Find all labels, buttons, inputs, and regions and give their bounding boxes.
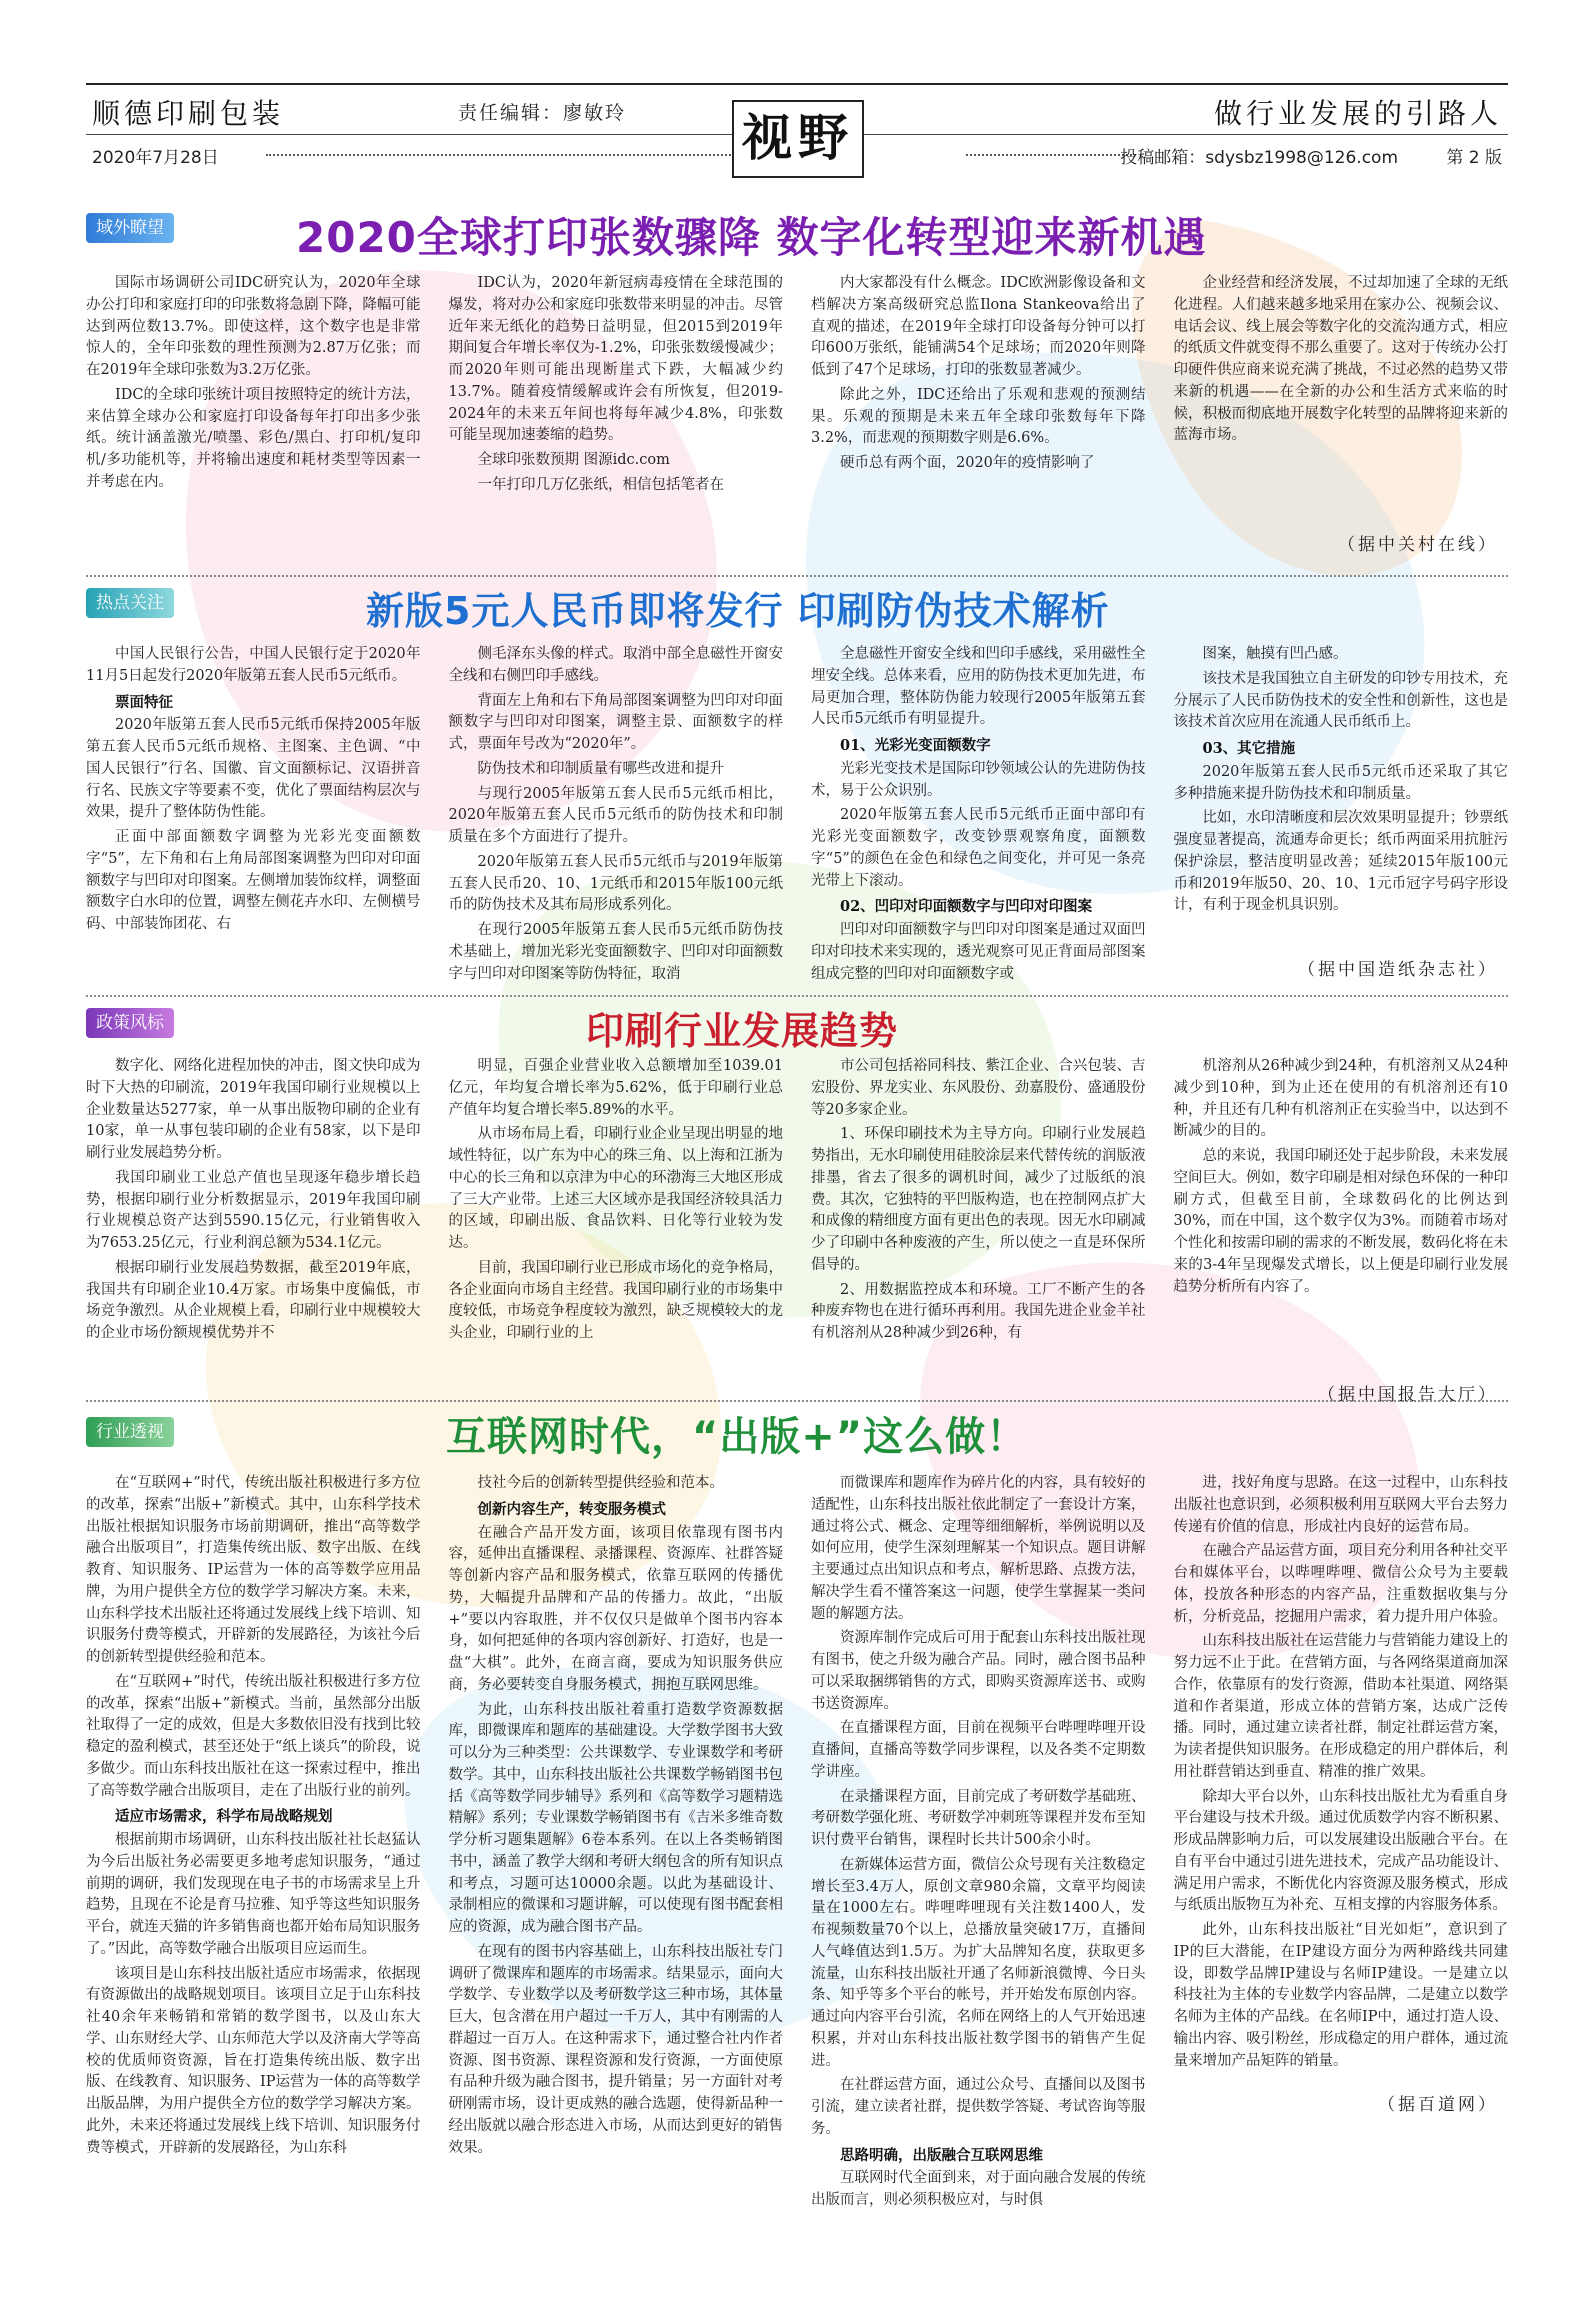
article-paragraph: IDC的全球印张统计项目按照特定的统计方法，来估算全球办公和家庭打印设备每年打印出多少张纸。统计涵盖激光/喷墨、彩色/黑白、打印机/复印机/多功能机等，并将输出速度和耗材类型等因素一并考虑在内。	[86, 386, 421, 490]
article-subheading: 适应市场需求，科学布局战略规划	[115, 1808, 333, 1826]
article-paragraph: 比如，水印清晰度和层次效果明显提升；钞票纸强度显著提高，流通寿命更长；纸币两面采用抗脏污保护涂层，整洁度明显改善；延续2015年版100元币和2019年版50、20、10、1元币冠字号码字形设计，有利于现金机具识别。	[1173, 810, 1508, 914]
article-paragraph: 在现有的图书内容基础上，山东科技出版社专门调研了微课库和题库的市场需求。结果显示，面向大学数学、专业数学以及考研数学这三种市场，其体量巨大，包含潜在用户超过一千万人，其中有刚需的人群超过一百万人。在这种需求下，通过整合社内作者资源、图书资源、课程资源和发行资源，一方面使原有品种升级为融合图书，提升销量；另一方面针对考研刚需市场，设计更成熟的融合选题，使得新品种一经出版就以融合形态进入市场，从而达到更好的销售效果。	[448, 1943, 783, 2156]
article-paragraph: 内大家都没有什么概念。IDC欧洲影像设备和文档解决方案高级研究总监Ilona Stankeova给出了直观的描述，在2019年全球打印设备每分钟可以打印600万张纸，能铺满54个足球场；而2020年则降低到了47个足球场，打印的张数显著减少。	[811, 275, 1146, 378]
article-paragraph: 资源库制作完成后可用于配套山东科技出版社现有图书，使之升级为融合产品。同时，融合图书品种可以采取捆绑销售的方式，即购买资源库送书、或购书送资源库。	[811, 1630, 1146, 1712]
article-columns	[86, 644, 1508, 988]
article-paragraph: 中国人民银行公告，中国人民银行定于2020年11月5日起发行2020年版第五套人民币5元纸币。	[86, 646, 421, 684]
article-paragraph: 一年打印几万亿张纸，相信包括笔者在	[477, 476, 724, 493]
article-column	[449, 273, 784, 500]
section-tag: 行业透视	[86, 1417, 174, 1447]
article-paragraph: 而微课库和题库作为碎片化的内容，具有较好的适配性，山东科技出版社依此制定了一套设计方案，通过将公式、概念、定理等细细解析，举例说明以及如何应用，使学生深刻理解某一个知识点。题目讲解主要通过点出知识点和考点，解析思路、点拨方法，解决学生看不懂答案这一问题，使学生掌握某一类问题的解题方法。	[811, 1475, 1146, 1622]
article-paragraph: 从市场布局上看，印刷行业企业呈现出明显的地域性特征，以广东为中心的珠三角、以上海和江浙为中心的长三角和以京津为中心的环渤海三大地区形成了三大产业带。上述三大区域亦是我国经济较具活力的区域，印刷出版、食品饮料、日化等行业较为发达。	[448, 1126, 783, 1251]
article-paragraph: 全球印张数预期 图源idc.com	[477, 452, 670, 468]
article-paragraph: 在“互联网+”时代，传统出版社积极进行多方位的改革，探索“出版+”新模式。其中，山东科学技术出版社根据知识服务市场前期调研，推出“高等数学融合出版项目”，打造集传统出版、数字出版、在线教育、知识服务、IP运营为一体的高等数学应用品牌，为用户提供全方位的数学学习解决方案。未来，山东科学技术出版社还将通过发展线上线下培训、知识服务付费等模式，开辟新的发展路径，为该社今后的创新转型提供经验和范本。	[86, 1475, 421, 1665]
article-paragraph: 明显，百强企业营业收入总额增加至1039.01亿元，年均复合增长率为5.62%，低于印刷行业总产值年均复合增长率5.89%的水平。	[448, 1058, 783, 1118]
article-column	[449, 644, 784, 988]
article-paragraph: 2020年版第五套人民币5元纸币正面中部印有光彩光变面额数字，改变钞票观察角度，面额数字“5”的颜色在金色和绿色之间变化，并可见一条亮光带上下滚动。	[811, 807, 1146, 889]
article-paragraph: 根据印刷行业发展趋势数据，截至2019年底，我国共有印刷企业10.4万家。市场集中度偏低，市场竞争激烈。从企业规模上看，印刷行业中规模较大的企业市场份额规模优势并不	[86, 1259, 421, 1341]
section-global-printing	[86, 205, 1508, 565]
article-column	[449, 1473, 784, 2215]
article-subheading: 03、其它措施	[1202, 740, 1296, 757]
article-paragraph: 光彩光变技术是国际印钞领域公认的先进防伪技术，易于公众识别。	[811, 760, 1146, 799]
section-separator	[86, 575, 1508, 577]
section-title: 互联网时代，“出版+”这么做！	[446, 1414, 1028, 1460]
article-subheading: 01、光彩光变面额数字	[840, 737, 991, 754]
header-top-rule	[86, 83, 1508, 85]
article-subheading: 思路明确，出版融合互联网思维	[840, 2146, 1043, 2164]
section-title: 2020全球打印张数骤降 数字化转型迎来新机遇	[296, 213, 1207, 262]
article-paragraph: 凹印对印面额数字与凹印对印图案是通过双面凹印对印技术来实现的，透光观察可见正背面局部图案组成完整的凹印对印面额数字或	[811, 922, 1146, 982]
article-paragraph: 此外，山东科技出版社“目光如炬”，意识到了IP的巨大潜能，在IP建设方面分为两种路线共同建设，即数学品牌IP建设与名师IP建设。一是建立以科技社为主体的专业数学内容品牌，二是建立以数学名师为主体的产品线。在名师IP中，通过打造人设、输出内容、吸引粉丝，形成稳定的用户群体，通过流量来增加产品矩阵的销量。	[1173, 1922, 1508, 2069]
article-paragraph: 数字化、网络化进程加快的冲击，图文快印成为时下大热的印刷流，2019年我国印刷行业规模以上企业数量达5277家，单一从事出版物印刷的企业有10家，单一从事包装印刷的企业有58家，以下是印刷行业发展趋势分析。	[86, 1058, 421, 1161]
article-paragraph: 与现行2005年版第五套人民币5元纸币相比，2020年版第五套人民币5元纸币的防伪技术和印制质量在多个方面进行了提升。	[448, 785, 783, 845]
issue-date: 2020年7月28日	[92, 148, 219, 168]
article-paragraph: 该项目是山东科技出版社适应市场需求，依据现有资源做出的战略规划项目。该项目立足于山东科技社40余年来畅销和常销的数学图书，以及山东大学、山东财经大学、山东师范大学以及济南大学等高校的优质师资资源，旨在打造集传统出版、数字出版、在线教育、知识服务、IP运营为一体的高等数学出版品牌，为用户提供全方位的数学学习解决方案。此外，未来还将通过发展线上线下培训、知识服务付费等模式，开辟新的发展路径，为山东科	[86, 1965, 421, 2156]
article-paragraph: 2020年版第五套人民币5元纸币还采取了其它多种措施来提升防伪技术和印制质量。	[1173, 763, 1508, 802]
article-paragraph: 企业经营和经济发展，不过却加速了全球的无纸化进程。人们越来越多地采用在家办公、视频会议、电话会议、线上展会等数字化的交流沟通方式，相应的纸质文件就变得不那么重要了。这对于传统办公打印硬件供应商来说充满了挑战，不过必然的趋势又带来新的机遇——在全新的办公和生活方式来临的时候，积极而彻底地开展数字化转型的品牌将迎来新的蓝海市场。	[1173, 275, 1508, 444]
article-subheading: 票面特征	[115, 693, 173, 711]
article-column	[86, 1473, 421, 2215]
article-paragraph: 侧毛泽东头像的样式。取消中部全息磁性开窗安全线和右侧凹印手感线。	[448, 646, 783, 684]
article-column	[1174, 1473, 1509, 2215]
section-separator	[86, 1400, 1508, 1402]
submission-email: 投稿邮箱：sdysbz1998@126.com	[1120, 148, 1398, 168]
article-paragraph: 在融合产品开发方面，该项目依靠现有图书内容，延伸出直播课程、录播课程、资源库、社群答疑等创新内容产品和服务模式，依靠互联网的传播优势，大幅提升品牌和产品的传播力。故此，“出版+”要以内容取胜，并不仅仅只是做单个图书内容本身，如何把延伸的各项内容创新好、打造好，也是一盘“大棋”。此外，在商言商，要成为知识服务供应商，务必要转变自身服务模式，拥抱互联网思维。	[448, 1524, 783, 1693]
article-column	[86, 644, 421, 988]
article-columns	[86, 1056, 1508, 1348]
article-subheading: 创新内容生产，转变服务模式	[477, 1500, 666, 1518]
article-paragraph: 正面中部面额数字调整为光彩光变面额数字“5”，左下角和右上角局部图案调整为凹印对印面额数字与凹印对印图案。左侧增加装饰纹样，调整面额数字白水印的位置，调整左侧花卉水印、左侧横号码、中部装饰团花、右	[86, 829, 421, 932]
article-paragraph: IDC认为，2020年新冠病毒疫情在全球范围的爆发，将对办公和家庭印张数带来明显的冲击。尽管近年来无纸化的趋势日益明显，但2015到2019年期间复合年增长率仅为-1.2%，印张张数缓慢减少；而2020年则可能出现断崖式下跌，大幅减少约13.7%。随着疫情缓解或许会有所恢复，但2019-2024年的未来五年间也将每年减少4.8%，印张数可能呈现加速萎缩的趋势。	[448, 275, 783, 444]
section-rmb-anticounterfeit	[86, 580, 1508, 990]
article-paragraph: 技社今后的创新转型提供经验和范本。	[477, 1475, 724, 1491]
article-source: （据中关村在线）	[1338, 535, 1498, 555]
article-columns	[86, 1473, 1508, 2215]
article-subheading: 02、凹印对印面额数字与凹印对印图案	[840, 898, 1093, 916]
article-column	[811, 644, 1146, 988]
article-paragraph: 总的来说，我国印刷还处于起步阶段，未来发展空间巨大。例如，数字印刷是相对绿色环保的一种印刷方式，但截至目前，全球数码化的比例达到30%，而在中国，这个数字仅为3%。而随着市场对个性化和按需印刷的需求的不断发展，数码化将在未来的3-4年呈现爆发式增长，以上便是印刷行业发展趋势分析所有内容了。	[1173, 1148, 1508, 1295]
editor-credit: 责任编辑：廖敏玲	[458, 102, 627, 124]
article-paragraph: 2020年版第五套人民币5元纸币与2019年版第五套人民币20、10、1元纸币和2015年版100元纸币的防伪技术及其布局形成系列化。	[448, 853, 783, 914]
section-tag: 热点关注	[86, 588, 174, 618]
article-paragraph: 国际市场调研公司IDC研究认为，2020年全球办公打印和家庭打印的印张数将急剧下降，降幅可能达到两位数13.7%。即使这样，这个数字也是非常惊人的，全年印张数的理性预测为2.87万亿张；而在2019年全球印张数为3.2万亿张。	[86, 275, 421, 378]
section-industry-trends	[86, 1000, 1508, 1405]
article-paragraph: 2、用数据监控成本和环境。工厂不断产生的各种废弃物也在进行循环再利用。我国先进企业金羊社有机溶剂从28种减少到26种，有	[811, 1281, 1146, 1341]
article-paragraph: 除此之外，IDC还给出了乐观和悲观的预测结果。乐观的预期是未来五年全球印张数每年下降3.2%，而悲观的预期数字则是6.6%。	[811, 386, 1146, 447]
section-internet-publishing	[86, 1405, 1508, 2285]
dotted-leader-right	[966, 154, 1136, 156]
article-paragraph: 机溶剂从26种减少到24种，有机溶剂又从24种减少到10种，到为止还在使用的有机溶剂还有10种，并且还有几种有机溶剂正在实验当中，以达到不断减少的目的。	[1173, 1058, 1508, 1140]
article-paragraph: 防伪技术和印制质量有哪些改进和提升	[477, 760, 724, 777]
article-column	[811, 1056, 1146, 1348]
article-paragraph: 该技术是我国独立自主研发的印钞专用技术，充分展示了人民币防伪技术的安全性和创新性，这也是该技术首次应用在流通人民币纸币上。	[1173, 670, 1508, 731]
article-paragraph: 在“互联网+”时代，传统出版社积极进行多方位的改革，探索“出版+”新模式。当前，虽然部分出版社取得了一定的成效，但是大多数依旧没有找到比较稳定的盈利模式，甚至还处于“纸上谈兵”的阶段，说多做少。而山东科技出版社在这一探索过程中，推出了高等数学融合出版项目，走在了出版行业的前列。	[86, 1673, 421, 1799]
article-paragraph: 在现行2005年版第五套人民币5元纸币防伪技术基础上，增加光彩光变面额数字、凹印对印面额数字与凹印对印图案等防伪特征，取消	[448, 922, 783, 982]
paper-name: 顺德印刷包装	[92, 97, 285, 130]
article-paragraph: 在融合产品运营方面，项目充分利用各种社交平台和媒体平台，以哔哩哔哩、微信公众号为主要载体，投放各种形态的内容产品，注重数据收集与分析，分析竞品，挖掘用户需求，着力提升用户体验。	[1173, 1543, 1508, 1625]
article-paragraph: 目前，我国印刷行业已形成市场化的竞争格局，各企业面向市场自主经营。我国印刷行业的市场集中度较低，市场竞争程度较为激烈，缺乏规模较大的龙头企业，印刷行业的上	[448, 1259, 783, 1341]
section-title: 印刷行业发展趋势	[586, 1009, 899, 1053]
dotted-leader-left	[266, 154, 806, 156]
article-paragraph: 互联网时代全面到来，对于面向融合发展的传统出版而言，则必须积极应对，与时俱	[811, 2170, 1146, 2208]
section-tag: 政策风标	[86, 1008, 174, 1038]
article-paragraph: 图案，触摸有凹凸感。	[1202, 646, 1348, 662]
article-paragraph: 市公司包括裕同科技、紫江企业、合兴包装、吉宏股份、界龙实业、东风股份、劲嘉股份、盛通股份等20多家企业。	[811, 1058, 1146, 1118]
section-separator	[86, 995, 1508, 997]
article-source: （据百道网）	[1378, 2095, 1498, 2115]
article-paragraph: 在录播课程方面，目前完成了考研数学基础班、考研数学强化班、考研数学冲刺班等课程并发布至知识付费平台销售，课程时长共计500余小时。	[811, 1788, 1146, 1848]
article-column	[86, 1056, 421, 1348]
article-paragraph: 硬币总有两个面，2020年的疫情影响了	[840, 455, 1095, 471]
article-column	[86, 273, 421, 500]
article-paragraph: 为此，山东科技出版社着重打造数学资源数据库，即微课库和题库的基础建设。大学数学图书大致可以分为三种类型：公共课数学、专业课数学和考研数学。其中，山东科技出版社公共课数学畅销图书包括《高等数学同步辅导》系列和《高等数学习题精选精解》系列；专业课数学畅销图书有《吉米多维奇数学分析习题集题解》6卷本系列。在以上各类畅销图书中，涵盖了教学大纲和考研大纲包含的所有知识点和考点，习题可达10000余题。以此为基础设计、录制相应的微课和习题讲解，可以使现有图书配套相应的资源，成为融合图书产品。	[448, 1701, 783, 1935]
article-source: （据中国造纸杂志社）	[1298, 960, 1498, 980]
article-paragraph: 在社群运营方面，通过公众号、直播间以及图书引流，建立读者社群，提供数学答疑、考试咨询等服务。	[811, 2077, 1146, 2137]
article-columns	[86, 273, 1508, 500]
article-column	[811, 273, 1146, 500]
article-paragraph: 1、环保印刷技术为主导方向。印刷行业发展趋势指出，无水印刷使用硅胶涂层来代替传统的润版液排墨，省去了很多的调机时间，减少了过版纸的浪费。其次，它独特的平凹版构造，也在控制网点扩大和成像的精细度方面有更出色的表现。因无水印刷减少了印刷中各种废液的产生，所以使之一直是环保所倡导的。	[811, 1126, 1146, 1273]
article-column	[449, 1056, 784, 1348]
article-paragraph: 在新媒体运营方面，微信公众号现有关注数稳定增长至3.4万人，原创文章980余篇，文章平均阅读量在1000左右。哔哩哔哩现有关注数1400人，发布视频数量70个以上，总播放量突破17万，直播间人气峰值达到1.5万。为扩大品牌知名度，获取更多流量，山东科技出版社开通了名师新浪微博、今日头条、知乎等多个平台的帐号，并开始发布原创内容。通过向内容平台引流，名师在网络上的人气开始迅速积累，并对山东科技出版社数学图书的销售产生促进。	[811, 1856, 1146, 2069]
article-paragraph: 背面左上角和右下角局部图案调整为凹印对印面额数字与凹印对印图案，调整主景、面额数字的样式，票面年号改为“2020年”。	[448, 692, 783, 752]
article-paragraph: 在直播课程方面，目前在视频平台哔哩哔哩开设直播间，直播高等数学同步课程，以及各类不定期数学讲座。	[811, 1720, 1146, 1780]
article-paragraph: 山东科技出版社在运营能力与营销能力建设上的努力远不止于此。在营销方面，与各网络渠道商加深合作，依靠原有的发行资源，借助本社渠道、网络渠道和作者渠道，形成立体的营销方案，达成广泛传播。同时，通过建立读者社群，制定社群运营方案，为读者提供知识服务。在形成稳定的用户群体后，利用社群营销达到垂直、精准的推广效果。	[1173, 1633, 1508, 1780]
article-paragraph: 除却大平台以外，山东科技出版社尤为看重自身平台建设与技术升级。通过优质数学内容不断积累、形成品牌影响力后，可以发展建设出版融合平台。在自有平台中通过引进先进技术，完成产品功能设计、满足用户需求，不断优化内容资源及服务模式，形成与纸质出版物互为补充、互相支撑的内容服务体系。	[1173, 1788, 1508, 1914]
article-paragraph: 全息磁性开窗安全线和凹印手感线，采用磁性全埋安全线。总体来看，应用的防伪技术更加先进，布局更加合理，整体防伪能力较现行2005年版第五套人民币5元纸币有明显提升。	[811, 646, 1146, 728]
section-masthead: 视野	[732, 100, 864, 178]
article-column	[1174, 644, 1509, 988]
article-source: （据中国报告大厅）	[1318, 1385, 1498, 1405]
slogan: 做行业发展的引路人	[1213, 97, 1502, 130]
article-paragraph: 2020年版第五套人民币5元纸币保持2005年版第五套人民币5元纸币规格、主图案、主色调、“中国人民银行”行名、国徽、盲文面额标记、汉语拼音行名、民族文字等要素不变，优化了票面结构层次与效果，提升了整体防伪性能。	[86, 717, 421, 821]
article-paragraph: 我国印刷业工业总产值也呈现逐年稳步增长趋势，根据印刷行业分析数据显示，2019年我国印刷行业规模总资产达到5590.15亿元，行业销售收入为7653.25亿元，行业利润总额为534.1亿元。	[86, 1169, 421, 1251]
article-column	[1174, 1056, 1509, 1348]
page-number: 第 2 版	[1446, 148, 1502, 168]
article-column	[1174, 273, 1509, 500]
section-tag: 域外瞭望	[86, 213, 174, 243]
article-paragraph: 根据前期市场调研，山东科技出版社社长赵猛认为今后出版社务必需要更多地考虑知识服务，“通过前期的调研，我们发现现在电子书的市场需求呈上升趋势，且现在不论是育马拉雅、知乎等这些知识服务平台，就连天猫的许多销售商也都开始布局知识服务了。”因此，高等数学融合出版项目应运而生。	[86, 1832, 421, 1957]
article-column	[811, 1473, 1146, 2215]
article-paragraph: 进，找好角度与思路。在这一过程中，山东科技出版社也意识到，必须积极利用互联网大平台去努力传递有价值的信息，形成社内良好的运营布局。	[1173, 1475, 1508, 1535]
section-title: 新版5元人民币即将发行 印刷防伪技术解析	[366, 589, 1110, 633]
